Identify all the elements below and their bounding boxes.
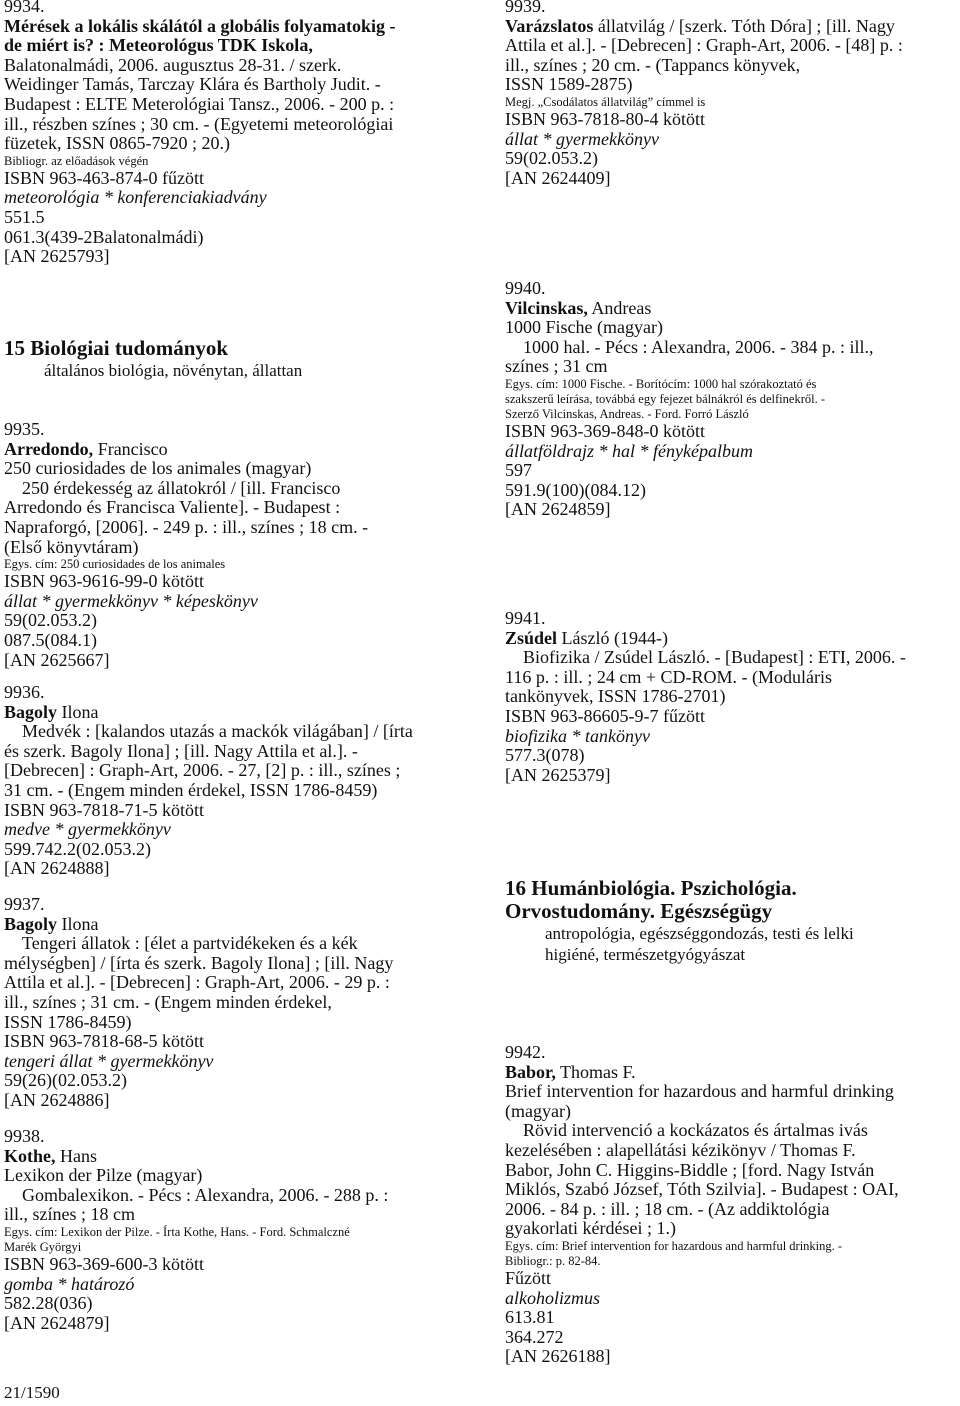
entry-number: 9935. <box>4 419 45 439</box>
entry-author-given: László (1944-) <box>557 627 668 648</box>
entry-subjects: állatföldrajz * hal * fényképalbum <box>505 440 753 461</box>
entry-code: 597 <box>505 460 532 481</box>
entry-code: 551.5 <box>4 206 45 227</box>
entry-note: szakszerű leírása, továbbá egy fejezet bálnákról és delfinekről. - <box>505 391 825 406</box>
entry-author-given: Ilona <box>57 913 99 934</box>
entry-text: mélységben] / [írta és szerk. Bagoly Ilona] ; [ill. Nagy <box>4 952 394 973</box>
entry-text: kezelésében : alapellátási kézikönyv / Thomas F. <box>505 1139 856 1160</box>
entry-subjects: meteorológia * konferenciakiadvány <box>4 187 267 208</box>
entry-isbn: ISBN 963-7818-80-4 kötött <box>505 108 705 129</box>
entry-author-surname: Bagoly <box>4 913 58 934</box>
entry-text: Attila et al.]. - [Debrecen] : Graph-Art, 2006. - [48] p. : <box>505 35 903 56</box>
entry-text: 1000 hal. - Pécs : Alexandra, 2006. - 384 p. : ill., <box>523 336 874 357</box>
entry-author-given: Francisco <box>93 438 168 459</box>
entry-subjects: medve * gyermekkönyv <box>4 819 171 840</box>
section-subtitle: általános biológia, növénytan, állattan <box>44 361 303 380</box>
entry-code: 59(02.053.2) <box>505 148 598 169</box>
section-title: Orvostudomány. Egészségügy <box>505 899 773 923</box>
entry-code: 591.9(100)(084.12) <box>505 479 646 500</box>
entry-author-surname: Kothe, <box>4 1145 56 1166</box>
entry-title: Biofizika / Zsúdel László. - [Budapest] : ETI, 2006. - <box>523 647 906 668</box>
entry-text: Napraforgó, [2006]. - 249 p. : ill., színes ; 18 cm. - <box>4 516 369 537</box>
entry-text: Gombalexikon. - Pécs : Alexandra, 2006. - 288 p. : <box>22 1184 389 1205</box>
page-number: 21/1590 <box>4 1383 60 1402</box>
entry-code: [AN 2624859] <box>505 499 611 520</box>
entry-text: ill., színes ; 18 cm <box>4 1204 135 1225</box>
entry-text: ill., színes ; 31 cm. - (Engem minden érdekel, <box>4 991 332 1012</box>
entry-title: 1000 Fische (magyar) <box>505 317 663 338</box>
entry-subjects: tengeri állat * gyermekkönyv <box>4 1050 214 1071</box>
entry-number: 9941. <box>505 608 546 628</box>
entry-text: színes ; 31 cm <box>505 356 608 377</box>
entry-title: Brief intervention for hazardous and harmful drinking <box>505 1081 894 1102</box>
entry-text: Budapest : ELTE Meterológiai Tansz., 2006. - 200 p. : <box>4 93 395 114</box>
entry-text: ill., színes ; 20 cm. - (Tappancs könyvek, <box>505 54 801 75</box>
entry-subjects: állat * gyermekkönyv <box>505 128 659 149</box>
entry-code: 087.5(084.1) <box>4 629 97 650</box>
entry-text: Arredondo és Francisca Valiente]. - Budapest : <box>4 497 341 518</box>
section-15-heading <box>4 337 302 381</box>
entry-subjects: állat * gyermekkönyv * képeskönyv <box>4 590 258 611</box>
entry-text: füzetek, ISSN 0865-7920 ; 20.) <box>4 133 230 154</box>
entry-code: [AN 2626188] <box>505 1346 611 1367</box>
entry-text: 250 érdekesség az állatokról / [ill. Francisco <box>22 477 341 498</box>
entry-text: gyakorlati kérdései ; 1.) <box>505 1218 676 1239</box>
entry-note: Szerző Vilcinskas, Andreas. - Ford. Forró László <box>505 406 749 421</box>
entry-9939 <box>505 0 903 188</box>
entry-author-given: Andreas <box>587 297 652 318</box>
entry-number: 9940. <box>505 278 546 298</box>
entry-number: 9936. <box>4 682 45 702</box>
entry-code: 582.28(036) <box>4 1293 93 1314</box>
entry-9937 <box>4 895 393 1111</box>
entry-author-given: Thomas F. <box>555 1061 636 1082</box>
entry-note: Bibliogr. az előadások végén <box>4 153 149 168</box>
section-subtitle: antropológia, egészséggondozás, testi és lelki <box>545 924 854 943</box>
entry-note: Egys. cím: 1000 Fische. - Borítócím: 1000 hal szórakoztató és <box>505 376 817 391</box>
entry-title: Medvék : [kalandos utazás a mackók világában] / [írta <box>22 721 413 742</box>
entry-author-given: Ilona <box>57 701 99 722</box>
entry-number: 9938. <box>4 1126 45 1146</box>
entry-9935 <box>4 420 368 670</box>
entry-isbn: ISBN 963-369-600-3 kötött <box>4 1253 204 1274</box>
entry-text: ISSN 1589-2875) <box>505 74 633 95</box>
entry-text: 2006. - 84 p. : ill. ; 18 cm. - (Az addiktológia <box>505 1198 830 1219</box>
entry-text: ill., részben színes ; 30 cm. - (Egyetemi meteorológiai <box>4 113 394 134</box>
entry-9941 <box>505 609 906 785</box>
entry-text: 116 p. : ill. ; 24 cm + CD-ROM. - (Moduláris <box>505 666 832 687</box>
entry-text: 31 cm. - (Engem minden érdekel, ISSN 1786-8459) <box>4 779 378 800</box>
entry-text: (magyar) <box>505 1100 571 1121</box>
entry-author-given: Hans <box>55 1145 97 1166</box>
entry-title: Lexikon der Pilze (magyar) <box>4 1165 203 1186</box>
entry-subjects: biofizika * tankönyv <box>505 725 650 746</box>
entry-title-lead: Varázslatos <box>505 15 594 36</box>
entry-author-surname: Babor, <box>505 1061 556 1082</box>
entry-note: Egys. cím: Brief intervention for hazardous and harmful drinking. - <box>505 1238 843 1253</box>
entry-code: 364.272 <box>505 1326 564 1347</box>
entry-note: Marék Györgyi <box>4 1239 82 1254</box>
entry-text: Weidinger Tamás, Tarczay Klára és Bartholy Judit. - <box>4 74 381 95</box>
entry-note: Megj. „Csodálatos állatvilág” címmel is <box>505 94 706 109</box>
entry-text: tankönyvek, ISSN 1786-2701) <box>505 686 726 707</box>
entry-text: Babor, John C. Higgins-Biddle ; [ford. Nagy István <box>505 1159 875 1180</box>
entry-author-surname: Arredondo, <box>4 438 94 459</box>
entry-text: Miklós, Szabó József, Tóth Szilvia]. - Budapest : OAI, <box>505 1179 899 1200</box>
entry-text: [Debrecen] : Graph-Art, 2006. - 27, [2] p. : ill., színes ; <box>4 760 401 781</box>
entry-code: [AN 2624888] <box>4 858 110 879</box>
entry-9940 <box>505 279 873 520</box>
entry-code: [AN 2624409] <box>505 167 611 188</box>
entry-9936 <box>4 683 413 879</box>
entry-author-surname: Zsúdel <box>505 627 558 648</box>
section-subtitle: higiéné, természetgyógyászat <box>545 945 746 964</box>
entry-binding: Fűzött <box>505 1267 552 1288</box>
entry-code: [AN 2624879] <box>4 1312 110 1333</box>
entry-title: Mérések a lokális skálától a globális folyamatokig - <box>4 15 396 36</box>
entry-code: [AN 2624886] <box>4 1089 110 1110</box>
entry-text: (Első könyvtáram) <box>4 536 139 557</box>
entry-isbn: ISBN 963-7818-68-5 kötött <box>4 1031 204 1052</box>
entry-note: Egys. cím: Lexikon der Pilze. - Írta Kothe, Hans. - Ford. Schmalczné <box>4 1224 350 1239</box>
entry-code: 061.3(439-2Balatonalmádi) <box>4 226 204 247</box>
entry-author-surname: Bagoly <box>4 701 58 722</box>
entry-code: 59(26)(02.053.2) <box>4 1070 127 1091</box>
entry-note: Bibliogr.: p. 82-84. <box>505 1253 601 1268</box>
entry-text: Attila et al.]. - [Debrecen] : Graph-Art, 2006. - 29 p. : <box>4 972 390 993</box>
entry-subjects: alkoholizmus <box>505 1287 601 1308</box>
entry-isbn: ISBN 963-9616-99-0 kötött <box>4 571 204 592</box>
section-title: 16 Humánbiológia. Pszichológia. <box>505 876 797 900</box>
entry-isbn: ISBN 963-463-874-0 fűzött <box>4 167 204 188</box>
entry-text: és szerk. Bagoly Ilona] ; [ill. Nagy Attila et al.]. - <box>4 740 358 761</box>
entry-number: 9934. <box>4 0 45 16</box>
entry-title: 250 curiosidades de los animales (magyar) <box>4 458 312 479</box>
entry-9934 <box>4 0 396 267</box>
entry-code: [AN 2625379] <box>505 764 611 785</box>
entry-9942 <box>505 1043 899 1367</box>
entry-code: [AN 2625793] <box>4 246 110 267</box>
entry-subjects: gomba * határozó <box>4 1273 135 1294</box>
entry-text: ISSN 1786-8459) <box>4 1011 132 1032</box>
entry-code: 613.81 <box>505 1307 555 1328</box>
entry-text: Balatonalmádi, 2006. augusztus 28-31. / szerk. <box>4 54 342 75</box>
section-16-heading <box>505 877 854 965</box>
entry-code: [AN 2625667] <box>4 649 110 670</box>
entry-code: 577.3(078) <box>505 745 585 766</box>
entry-isbn: ISBN 963-86605-9-7 fűzött <box>505 705 705 726</box>
entry-9938 <box>4 1127 388 1333</box>
entry-code: 59(02.053.2) <box>4 610 97 631</box>
entry-text: Rövid intervenció a kockázatos és ártalmas ivás <box>523 1120 868 1141</box>
entry-title: állatvilág / [szerk. Tóth Dóra] ; [ill. Nagy <box>593 15 895 36</box>
entry-isbn: ISBN 963-7818-71-5 kötött <box>4 799 204 820</box>
entry-number: 9942. <box>505 1042 546 1062</box>
entry-number: 9939. <box>505 0 546 16</box>
section-title: 15 Biológiai tudományok <box>4 336 229 360</box>
entry-number: 9937. <box>4 894 45 914</box>
entry-code: 599.742.2(02.053.2) <box>4 838 151 859</box>
entry-author-surname: Vilcinskas, <box>505 297 588 318</box>
entry-title: Tengeri állatok : [élet a partvidékeken és a kék <box>22 933 358 954</box>
entry-note: Egys. cím: 250 curiosidades de los animales <box>4 557 226 572</box>
entry-title: de miért is? : Meteorológus TDK Iskola, <box>4 35 313 56</box>
entry-isbn: ISBN 963-369-848-0 kötött <box>505 420 705 441</box>
